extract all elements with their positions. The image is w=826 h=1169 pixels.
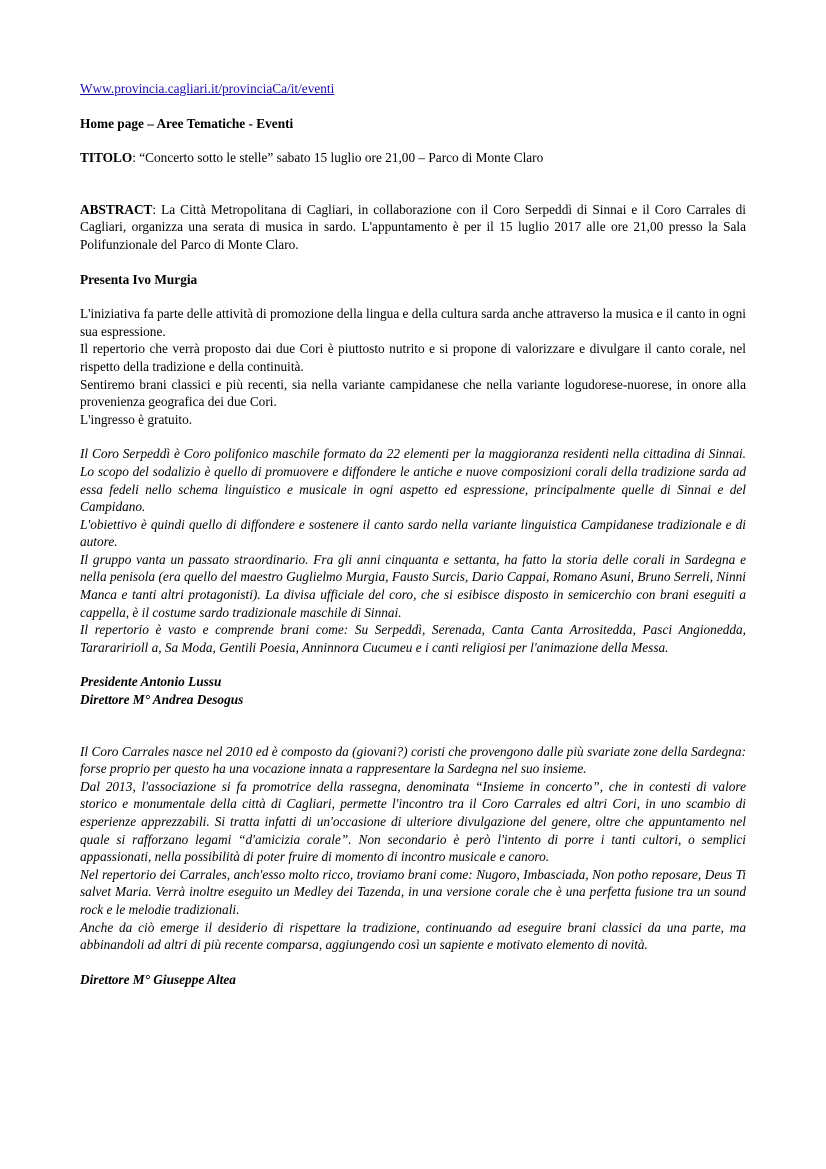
title-label: TITOLO <box>80 150 133 166</box>
breadcrumb: Home page – Aree Tematiche - Eventi <box>80 115 294 131</box>
title-line <box>80 149 746 167</box>
serpeddi-president: Presidente Antonio Lussu <box>80 674 222 690</box>
serpeddi-paragraph: L'obiettivo è quindi quello di diffondere e sostenere il canto sardo nella variante linguistica Campidanese tradizionale e di autore. <box>80 516 746 550</box>
abstract-paragraph <box>80 201 746 254</box>
intro-paragraph: L'iniziativa fa parte delle attività di promozione della lingua e della cultura sarda anche attraverso la musica e il canto in ogni sua espressione. <box>80 306 746 339</box>
carrales-section <box>80 743 746 954</box>
intro-paragraph: Sentiremo brani classici e più recenti, sia nella variante campidanese che nella variante logudorese-nuorese, in onore alla provenienza geografica dei due Cori. <box>80 376 746 410</box>
event-url-link[interactable]: Www.provincia.cagliari.it/provinciaCa/it/eventi <box>80 81 335 96</box>
carrales-director: Direttore M° Giuseppe Altea <box>80 971 236 987</box>
document-page <box>80 80 746 988</box>
carrales-paragraph: Nel repertorio dei Carrales, anch'esso molto ricco, troviamo brani come: Nugoro, Imbasciada, Non potho reposare, Deus Ti salvet Maria. Verrà inoltre eseguito un Medley dei Tazenda, in una versione corale che è una perfetta fusione tra un sound rock e le melodie tradizionali. <box>80 866 746 917</box>
title-text: : “Concerto sotto le stelle” sabato 15 luglio ore 21,00 – Parco di Monte Claro <box>132 150 544 166</box>
abstract-text: : La Città Metropolitana di Cagliari, in collaborazione con il Coro Serpeddì di Sinnai e il Coro Carrales di Cagliari, organizza una serata di musica in sardo. L'appuntamento è per il 15 luglio 2017 alle ore 21,00 presso la Sala Polifunzionale del Parco di Monte Claro. <box>80 201 746 252</box>
carrales-paragraph: Anche da ciò emerge il desiderio di rispettare la tradizione, continuando ad eseguire brani classici da una parte, ma abbinandoli ad altri di più recente comparsa, aggiungendo così un sapiente e motivato elemento di novità. <box>80 919 746 953</box>
abstract-label: ABSTRACT <box>80 201 153 217</box>
intro-paragraph: Il repertorio che verrà proposto dai due Cori è piuttosto nutrito e si propone di valorizzare e divulgare il canto corale, nel rispetto della tradizione e della continuità. <box>80 341 746 374</box>
carrales-paragraph: Il Coro Carrales nasce nel 2010 ed è composto da (giovani?) coristi che provengono dalle più svariate zone della Sardegna: forse proprio per questo ha una vocazione innata a rappresentare la Sardegna nel suo insieme. <box>80 743 746 777</box>
carrales-paragraph: Dal 2013, l'associazione si fa promotrice della rassegna, denominata “Insieme in concerto”, che in contesti di valore storico e monumentale della città di Cagliari, permette l'incontro tra il Coro Carrales ed altri Cori, in uno scambio di esperienze apprezzabili. Si tratta infatti di un'occasione di ulteriore divulgazione del genere, oltre che appuntamento nel quale si rafforzano legami “d'amicizia corale”. Non secondario è però l'intento di porre i tanti cultori, o semplici appassionati, nella possibilità di poter fruire di momento di incontro musicale e canoro. <box>80 778 746 865</box>
serpeddi-credits <box>80 673 746 708</box>
serpeddi-director: Direttore M° Andrea Desogus <box>80 692 244 708</box>
serpeddi-paragraph: Il Coro Serpeddì è Coro polifonico maschile formato da 22 elementi per la maggioranza residenti nella cittadina di Sinnai. Lo scopo del sodalizio è quello di promuovere e diffondere le antiche e nuove composizioni corali della tradizione sarda ad essa fedeli nello schema linguistico e musicale in ogni aspetto ed espressione, principalmente quelle di Sinnai e del Campidano. <box>80 446 746 515</box>
serpeddi-section <box>80 445 746 656</box>
serpeddi-paragraph: Il repertorio è vasto e comprende brani come: Su Serpeddì, Serenada, Canta Canta Arrositedda, Pasci Angionedda, Tarararirioll a, Sa Moda, Gentili Poesia, Anninnora Cucumeu e i canti religiosi per l'animazione della Messa. <box>80 622 746 655</box>
intro-section <box>80 305 746 428</box>
intro-paragraph: L'ingresso è gratuito. <box>80 411 193 427</box>
presenter-line: Presenta Ivo Murgia <box>80 271 198 287</box>
serpeddi-paragraph: Il gruppo vanta un passato straordinario. Fra gli anni cinquanta e settanta, ha fatto la storia delle corali in Sardegna e nella penisola (era quello del maestro Guglielmo Murgia, Fausto Surcis, Dario Cappai, Romano Asuni, Bruno Serreli, Ninni Manca e tanti altri protagonisti). La divisa ufficiale del coro, che si esibisce disposto in semicerchio con brani eseguiti a cappella, è il costume sardo tradizionale maschile di Sinnai. <box>80 551 746 620</box>
